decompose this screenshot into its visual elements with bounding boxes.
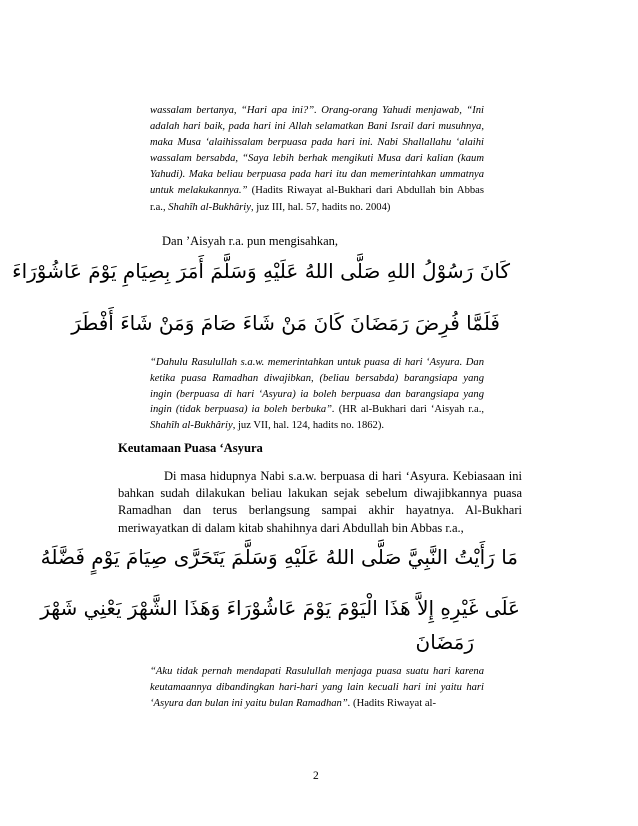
- arabic-hadith-1-line-2: فَلَمَّا فُرِضَ رَمَضَانَ كَانَ مَنْ شَاءَ صَامَ وَمَنْ شَاءَ أَفْطَرَ: [71, 311, 500, 335]
- page-number: 2: [313, 770, 319, 782]
- quote-2-citation-a: (HR al-Bukhari dari ‘Aisyah r.a.,: [334, 404, 484, 416]
- quote-block-3: [150, 664, 484, 712]
- arabic-hadith-2-line-1: مَا رَأَيْتُ النَّبِيَّ صَلَّى اللهُ عَلَيْهِ وَسَلَّمَ يَتَحَرَّى صِيَامَ يَوْمٍ فَضَّلَهُ: [40, 545, 518, 569]
- intro-line: Dan ’Aisyah r.a. pun mengisahkan,: [162, 234, 339, 248]
- quote-1-citation-a: (Hadits Riwayat al-Bukhari dari Abdullah bin Abbas r.a.,: [150, 185, 484, 213]
- arabic-hadith-2-line-3: رَمَضَانَ: [415, 630, 474, 654]
- quote-2-citation-b: , juz VII, hal. 124, hadits no. 1862).: [232, 420, 385, 432]
- body-paragraph: [118, 468, 522, 537]
- quote-2-text: “Dahulu Rasulullah s.a.w. memerintahkan untuk puasa di hari ‘Asyura. Dan ketika puasa Ramadhan diwajibkan, (beliau bersabda) barangsiapa yang ingin (berpuasa di hari ‘Asyura) ia boleh berpuasa dan barangsiapa yang ingin (tidak berpuasa) ia boleh berbuka”.: [150, 357, 484, 416]
- quote-block-1: [150, 103, 484, 216]
- quote-1-source: Shahîh al-Bukhâriy: [168, 201, 251, 213]
- quote-2-source: Shahîh al-Bukhâriy: [150, 420, 233, 432]
- quote-block-2: [150, 355, 484, 434]
- quote-1-text: wassalam bertanya, “Hari apa ini?”. Orang-orang Yahudi menjawab, “Ini adalah hari baik, pada hari ini Allah selamatkan Bani Israil dari musuhnya, maka Musa ‘alaihissalam berpuasa pada hari ini. Nabi Shallallahu ‘alaihi wassalam bersabda, “Saya lebih berhak mengikuti Musa dari kalian (kaum Yahudi). Maka beliau berpuasa pada hari itu dan memerintahkan ummatnya untuk melakukannya.”: [150, 105, 484, 197]
- arabic-hadith-1-line-1: كَانَ رَسُوْلُ اللهِ صَلَّى اللهُ عَلَيْهِ وَسَلَّمَ أَمَرَ بِصِيَامِ يَوْمَ عَاشُوْرَاءَ: [12, 259, 510, 283]
- body-paragraph-text: Di masa hidupnya Nabi s.a.w. berpuasa di hari ‘Asyura. Kebiasaan ini bahkan sudah dilakukan beliau lakukan sejak sebelum diwajibkannya puasa Ramadhan dan terus berlangsung sampai akhir hayatnya. Al-Bukhari meriwayatkan di dalam kitab shahihnya dari Abdullah bin Abbas r.a.,: [118, 469, 522, 535]
- quote-3-text: “Aku tidak pernah mendapati Rasulullah menjaga puasa suatu hari karena keutamaannya dibandingkan hari-hari yang lain kecuali hari ini yaitu hari ‘Asyura dan bulan ini yaitu bulan Ramadhan”.: [150, 666, 484, 709]
- arabic-hadith-2-line-2: عَلَى غَيْرِهِ إِلاَّ هَذَا الْيَوْمَ يَوْمَ عَاشُوْرَاءَ وَهَذَا الشَّهْرَ يَعْنِي شَهْرَ: [40, 596, 520, 620]
- section-heading: Keutamaan Puasa ‘Asyura: [118, 441, 263, 455]
- quote-1-citation-b: , juz III, hal. 57, hadits no. 2004): [250, 201, 391, 213]
- quote-3-citation-a: (Hadits Riwayat al-: [350, 698, 437, 709]
